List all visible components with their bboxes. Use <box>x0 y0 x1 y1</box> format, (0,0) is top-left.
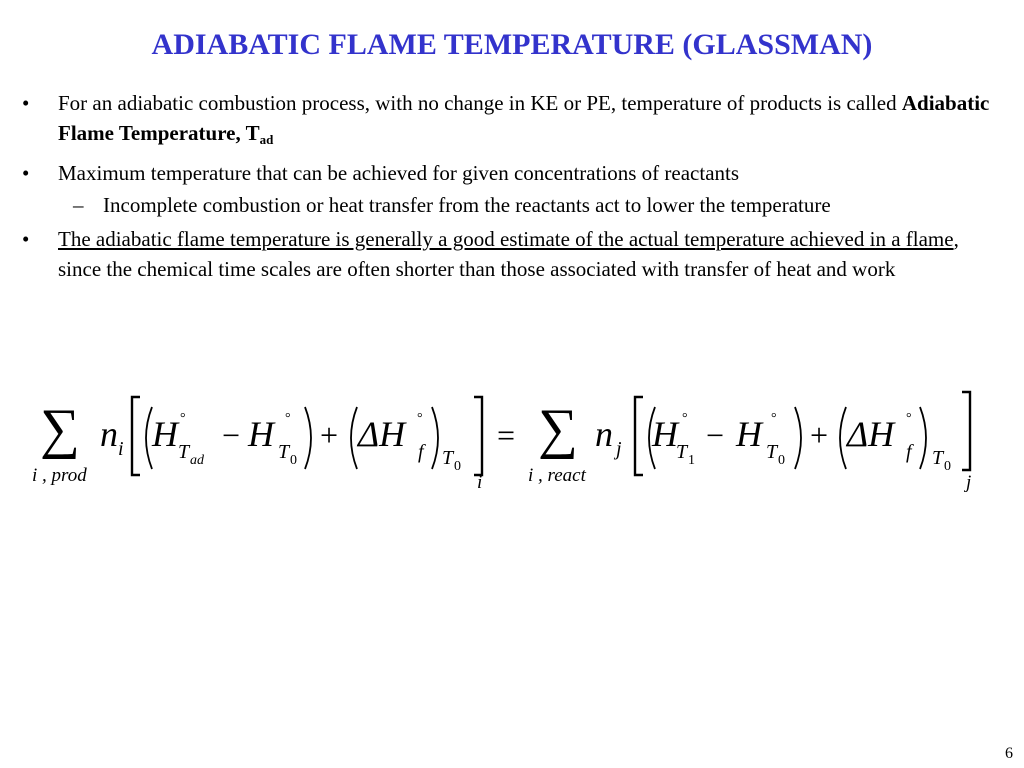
lhs-enthalpy-2: H <box>248 414 274 454</box>
lhs-delta-enthalpy: ΔH <box>358 414 406 454</box>
page-number: 6 <box>1005 745 1013 762</box>
bullet-text: , since the chemical time scales are often shorter than those associated with transfer of heat and work <box>58 227 959 281</box>
rhs-coefficient: n <box>595 414 613 454</box>
lhs-h1-subsubscript: ad <box>190 453 204 468</box>
slide-title: ADIABATIC FLAME TEMPERATURE (GLASSMAN) <box>151 28 873 61</box>
rhs-enthalpy-1: H <box>652 414 678 454</box>
rhs-paren-subsubscript: 0 <box>944 459 951 474</box>
rhs-delta-subscript: f <box>906 441 912 463</box>
lhs-degree-2: ° <box>285 411 291 426</box>
rhs-h2-subscript: T <box>766 441 778 463</box>
lhs-h1-subscript: T <box>178 441 190 463</box>
rhs-coefficient-subscript: j <box>616 438 622 460</box>
bullet-list <box>0 88 1024 284</box>
lhs-coefficient: n <box>100 414 118 454</box>
bullet-marker: • <box>22 91 30 115</box>
rhs-plus: + <box>810 417 829 453</box>
lhs-delta-open-paren <box>351 407 357 469</box>
lhs-open-bracket <box>132 397 140 475</box>
rhs-open-bracket <box>635 397 643 475</box>
dash-marker: – <box>73 193 84 217</box>
rhs-degree-2: ° <box>771 411 777 426</box>
bold-term: Adiabatic Flame Temperature, $T_{ad}$ <box>58 91 990 147</box>
rhs-sum-index: i , react <box>528 465 586 486</box>
energy-balance-equation <box>0 380 1024 500</box>
sub-bullet-incomplete-combustion <box>0 190 1024 220</box>
lhs-delta-degree: ° <box>417 411 423 426</box>
rhs-enthalpy-2: H <box>736 414 762 454</box>
lhs-bracket-subscript: i <box>477 472 483 493</box>
bullet-marker: • <box>22 227 30 251</box>
rhs-delta-enthalpy: ΔH <box>847 414 895 454</box>
rhs-paren-subscript: T <box>932 447 944 469</box>
bullet-text: Incomplete combustion or heat transfer from the reactants act to lower the temperature <box>103 193 831 217</box>
lhs-enthalpy-1: H <box>152 414 178 454</box>
lhs-degree-1: ° <box>180 411 186 426</box>
lhs-plus: + <box>320 417 339 453</box>
rhs-h1-subsubscript: 1 <box>688 453 695 468</box>
equals-sign: = <box>497 417 516 453</box>
rhs-close-bracket <box>962 392 970 470</box>
lhs-sum-index: i , prod <box>32 465 87 486</box>
rhs-degree-1: ° <box>682 411 688 426</box>
lhs-paren-subscript: T <box>442 447 454 469</box>
lhs-summation-symbol: ∑ <box>40 398 80 460</box>
rhs-h1-subscript: T <box>676 441 688 463</box>
lhs-delta-subscript: f <box>418 441 424 463</box>
lhs-paren-subsubscript: 0 <box>454 459 461 474</box>
rhs-bracket-subscript: j <box>966 472 972 493</box>
bullet-text: Maximum temperature that can be achieved for given concentrations of reactants <box>58 161 740 185</box>
equation-graphic <box>0 380 1024 500</box>
lhs-close-paren <box>305 407 311 469</box>
bullet-marker: • <box>22 161 30 185</box>
lhs-h2-subscript: T <box>278 441 290 463</box>
rhs-minus: − <box>706 417 725 453</box>
underlined-text: The adiabatic flame temperature is generally a good estimate of the actual temperature achieved in a flame <box>58 227 954 251</box>
rhs-delta-open-paren <box>840 407 846 469</box>
lhs-h2-subsubscript: 0 <box>290 453 297 468</box>
bullet-maximum-temperature <box>0 158 1024 188</box>
rhs-delta-close-paren <box>920 407 926 469</box>
lhs-close-bracket <box>474 397 482 475</box>
rhs-delta-degree: ° <box>906 411 912 426</box>
lhs-minus: − <box>222 417 241 453</box>
bullet-text: For an adiabatic combustion process, with no change in KE or PE, temperature of products is called <box>58 91 902 115</box>
bullet-adiabatic-definition <box>0 88 1024 155</box>
rhs-summation-symbol: ∑ <box>538 398 578 460</box>
rhs-h2-subsubscript: 0 <box>778 453 785 468</box>
rhs-close-paren <box>795 407 801 469</box>
lhs-coefficient-subscript: i <box>118 438 124 460</box>
lhs-delta-close-paren <box>432 407 438 469</box>
bullet-good-estimate <box>0 224 1024 284</box>
